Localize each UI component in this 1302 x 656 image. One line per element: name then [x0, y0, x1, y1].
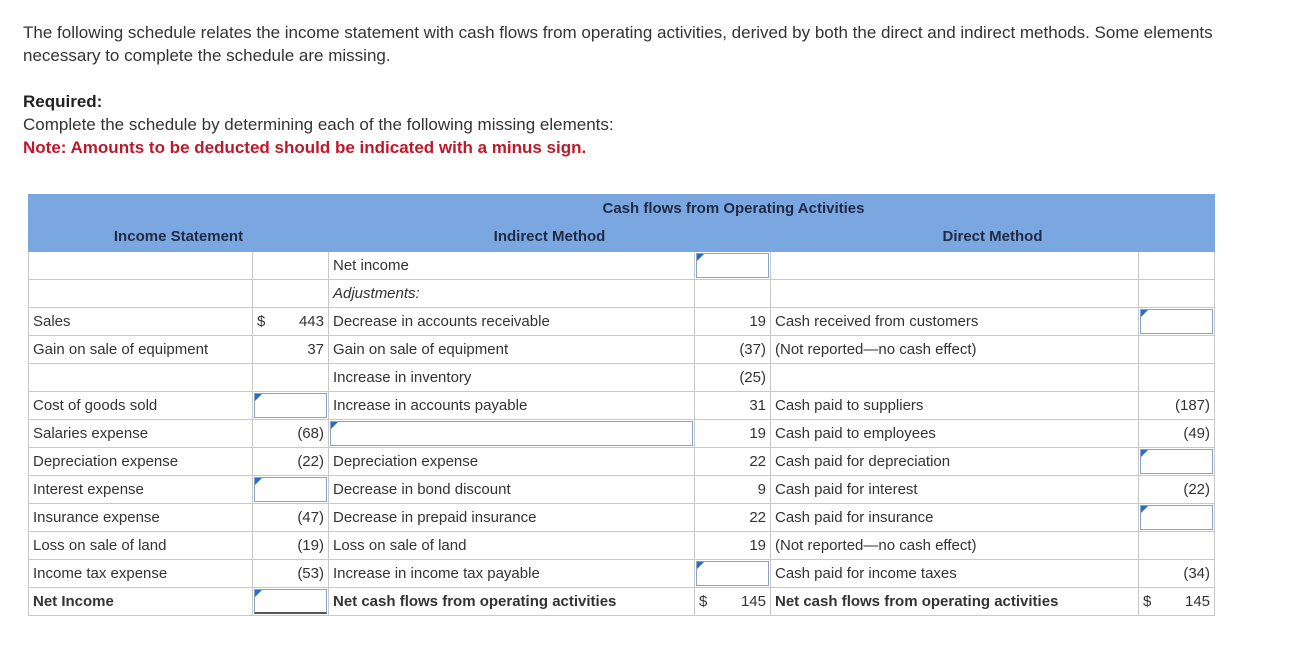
header-income-statement: Income Statement [29, 222, 329, 252]
dir-label: (Not reported—no cash effect) [771, 532, 1139, 560]
is-label [29, 252, 253, 280]
ind-amount: 19 [695, 420, 771, 448]
ind-label: Adjustments: [329, 280, 695, 308]
net-income-total-input[interactable] [253, 588, 329, 616]
dir-label: Cash received from customers [771, 308, 1139, 336]
dir-label: (Not reported—no cash effect) [771, 336, 1139, 364]
is-label: Sales [29, 308, 253, 336]
is-label: Salaries expense [29, 420, 253, 448]
table-row [29, 308, 1215, 336]
dir-label [771, 364, 1139, 392]
is-amount: (47) [253, 504, 329, 532]
currency-symbol: $ [699, 593, 708, 610]
is-amount: (53) [253, 560, 329, 588]
dir-amount [1139, 252, 1215, 280]
ind-label: Decrease in prepaid insurance [329, 504, 695, 532]
dir-label: Cash paid for income taxes [771, 560, 1139, 588]
ind-label: Loss on sale of land [329, 532, 695, 560]
note-text: Note: Amounts to be deducted should be indicated with a minus sign. [23, 138, 587, 157]
header-direct-method: Direct Method [771, 222, 1215, 252]
table-row [29, 336, 1215, 364]
ind-amount: (25) [695, 364, 771, 392]
ind-amount: 31 [695, 392, 771, 420]
ind-amount [695, 280, 771, 308]
cash-received-customers-input[interactable] [1139, 308, 1215, 336]
table-row [29, 532, 1215, 560]
dir-label: Cash paid for interest [771, 476, 1139, 504]
ind-label: Net cash flows from operating activities [329, 588, 695, 616]
salaries-adjustment-input[interactable] [329, 420, 695, 448]
cost-of-goods-sold-input[interactable] [253, 392, 329, 420]
table-row [29, 252, 1215, 280]
table-row [29, 364, 1215, 392]
ind-amount: 19 [695, 308, 771, 336]
table-row [29, 392, 1215, 420]
table-row [29, 476, 1215, 504]
ind-label: Increase in income tax payable [329, 560, 695, 588]
is-label: Interest expense [29, 476, 253, 504]
table-row [29, 504, 1215, 532]
is-amount [253, 364, 329, 392]
currency-symbol: $ [257, 313, 266, 330]
dir-label: Cash paid for insurance [771, 504, 1139, 532]
table-row [29, 420, 1215, 448]
required-text: Complete the schedule by determining each of the following missing elements: [23, 115, 614, 134]
dir-label: Cash paid for depreciation [771, 448, 1139, 476]
is-label: Income tax expense [29, 560, 253, 588]
ind-label: Increase in inventory [329, 364, 695, 392]
cash-paid-insurance-input[interactable] [1139, 504, 1215, 532]
dir-label: Cash paid to employees [771, 420, 1139, 448]
net-income-input[interactable] [695, 252, 771, 280]
header-indirect-method: Indirect Method [329, 222, 771, 252]
header-row-bottom [29, 222, 1215, 252]
is-label: Loss on sale of land [29, 532, 253, 560]
is-label: Net Income [29, 588, 253, 616]
ind-label: Gain on sale of equipment [329, 336, 695, 364]
ind-amount: 22 [695, 504, 771, 532]
is-amount: (22) [253, 448, 329, 476]
dir-amount [1139, 588, 1215, 616]
ind-amount: 19 [695, 532, 771, 560]
is-amount [253, 280, 329, 308]
dir-label: Cash paid to suppliers [771, 392, 1139, 420]
dir-label [771, 252, 1139, 280]
dir-amount [1139, 280, 1215, 308]
ind-amount: 22 [695, 448, 771, 476]
ind-label: Decrease in bond discount [329, 476, 695, 504]
ind-amount: 9 [695, 476, 771, 504]
dir-label: Net cash flows from operating activities [771, 588, 1139, 616]
is-amount [253, 308, 329, 336]
intro-text: The following schedule relates the income statement with cash flows from operating activities, derived by both the direct and indirect methods. Some elements necessary to complete the schedule are missing. [23, 23, 1213, 65]
is-label: Cost of goods sold [29, 392, 253, 420]
dir-amount [1139, 364, 1215, 392]
table-row [29, 448, 1215, 476]
income-tax-payable-input[interactable] [695, 560, 771, 588]
table-row-total [29, 588, 1215, 616]
ind-amount [695, 588, 771, 616]
header-blank [1139, 195, 1215, 222]
dir-total: 145 [1184, 593, 1211, 610]
ind-label: Increase in accounts payable [329, 392, 695, 420]
ind-label: Depreciation expense [329, 448, 695, 476]
is-label [29, 364, 253, 392]
is-amount: (68) [253, 420, 329, 448]
table-row [29, 560, 1215, 588]
is-amount: 37 [253, 336, 329, 364]
dir-amount [1139, 532, 1215, 560]
is-label: Gain on sale of equipment [29, 336, 253, 364]
dir-amount: (187) [1139, 392, 1215, 420]
table-row [29, 280, 1215, 308]
cash-paid-depreciation-input[interactable] [1139, 448, 1215, 476]
interest-expense-input[interactable] [253, 476, 329, 504]
dir-amount: (22) [1139, 476, 1215, 504]
is-amount: (19) [253, 532, 329, 560]
is-label: Insurance expense [29, 504, 253, 532]
header-row-top [29, 195, 1215, 222]
dir-label [771, 280, 1139, 308]
dir-amount [1139, 336, 1215, 364]
ind-label: Decrease in accounts receivable [329, 308, 695, 336]
dir-amount: (34) [1139, 560, 1215, 588]
dir-amount: (49) [1139, 420, 1215, 448]
is-label [29, 280, 253, 308]
header-cash-flows: Cash flows from Operating Activities [329, 195, 1139, 222]
required-heading: Required: [23, 92, 103, 111]
ind-label: Net income [329, 252, 695, 280]
is-amount [253, 252, 329, 280]
ind-total: 145 [740, 593, 766, 610]
is-label: Depreciation expense [29, 448, 253, 476]
header-blank [29, 195, 329, 222]
currency-symbol: $ [1143, 593, 1152, 610]
schedule-table [28, 194, 1215, 616]
ind-amount: (37) [695, 336, 771, 364]
is-value: 443 [298, 313, 324, 330]
